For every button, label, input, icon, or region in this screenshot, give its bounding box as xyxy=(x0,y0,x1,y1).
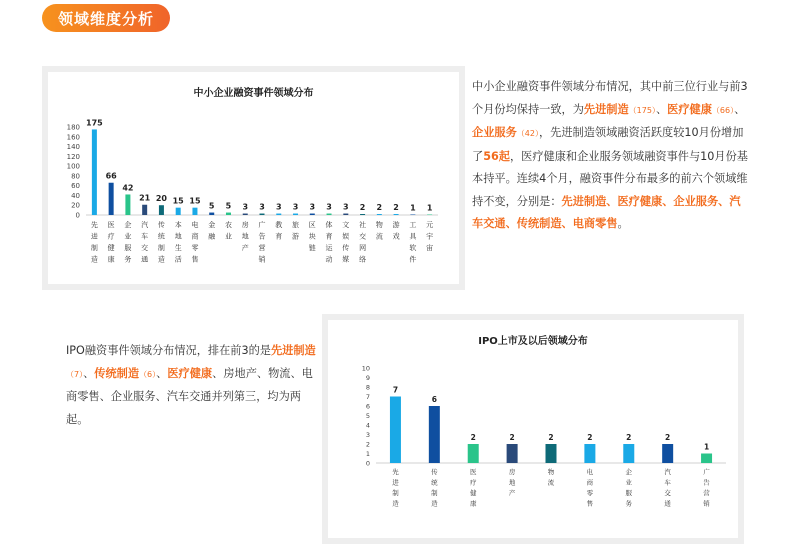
y-tick-label: 100 xyxy=(66,162,80,171)
highlight-text: 先进制造、医疗健康、企业服务、汽车交通、传统制造、电商零售 xyxy=(472,194,741,230)
bar xyxy=(584,444,595,463)
category-label: 汽车交通 xyxy=(141,221,149,264)
bar-value-label: 3 xyxy=(309,202,316,212)
ipo-bar-chart xyxy=(328,320,738,538)
y-tick-label: 5 xyxy=(365,412,370,420)
bar xyxy=(390,397,401,464)
paragraph-text: （42） xyxy=(516,129,539,138)
category-label: 工具软件 xyxy=(409,221,417,264)
category-label: 传统制造 xyxy=(431,468,438,508)
paragraph-text: （175） xyxy=(628,105,656,115)
bar xyxy=(192,208,197,215)
bar xyxy=(176,208,181,215)
y-tick-label: 8 xyxy=(365,383,370,392)
bar xyxy=(125,194,130,215)
category-label: 企业服务 xyxy=(124,221,132,264)
y-tick-label: 2 xyxy=(365,440,370,449)
sme-chart-card xyxy=(48,72,459,284)
category-label: 物流 xyxy=(547,468,555,487)
bar xyxy=(159,205,164,215)
bar-value-label: 1 xyxy=(426,203,433,213)
bar-value-label: 3 xyxy=(275,202,282,212)
y-tick-label: 1 xyxy=(365,450,370,458)
paragraph-text: 、 xyxy=(83,366,95,380)
paragraph-text: ，先进制造领域融资活跃度较10月份增加了 xyxy=(472,126,744,163)
bar-value-label: 2 xyxy=(376,203,383,213)
paragraph-text: （7） xyxy=(66,369,84,379)
bar-value-label: 2 xyxy=(509,433,515,442)
category-label: 物流 xyxy=(375,221,383,241)
paragraph-text: （66） xyxy=(711,105,735,115)
y-tick-label: 60 xyxy=(71,182,80,191)
bar xyxy=(260,214,265,215)
paragraph-text: ，医疗健康和企业服务领域融资事件与10月份基本持平。连续4个月，融资事件分布最多的前六个领域维持不变，分别是： xyxy=(472,149,748,208)
category-label: 本地生活 xyxy=(174,221,182,264)
bar xyxy=(507,444,518,463)
category-label: 电商零售 xyxy=(586,468,594,508)
category-label: 广告营销 xyxy=(258,221,266,264)
y-tick-label: 0 xyxy=(75,211,80,220)
category-label: 教育 xyxy=(275,221,283,241)
paragraph-text: 、 xyxy=(156,366,168,380)
bar-value-label: 3 xyxy=(242,202,249,212)
bar xyxy=(226,213,231,215)
category-label: 先进制造 xyxy=(90,221,98,264)
highlight-text: 先进制造 xyxy=(270,344,316,357)
y-tick-label: 10 xyxy=(361,364,370,373)
bar xyxy=(327,214,332,215)
y-tick-label: 80 xyxy=(71,172,80,181)
bar xyxy=(468,444,479,463)
category-label: 汽车交通 xyxy=(664,468,671,508)
category-label: 金融 xyxy=(208,221,216,241)
paragraph-text: 、 xyxy=(655,102,668,116)
y-tick-label: 140 xyxy=(66,143,80,152)
section-title: 领域维度分析 xyxy=(57,9,154,28)
category-label: 电商零售 xyxy=(191,221,199,264)
category-label: 医疗健康 xyxy=(107,221,115,264)
bar-value-label: 175 xyxy=(86,118,103,128)
bar-value-label: 2 xyxy=(626,433,632,442)
bar-value-label: 3 xyxy=(343,202,349,212)
bar-value-label: 6 xyxy=(431,395,437,404)
y-tick-label: 40 xyxy=(71,191,80,200)
ipo-chart-card xyxy=(328,320,738,538)
bar xyxy=(377,214,382,215)
bar xyxy=(142,205,147,215)
y-tick-label: 120 xyxy=(66,152,80,161)
bar-value-label: 1 xyxy=(410,203,416,213)
highlight-text: 企业服务 xyxy=(472,126,517,139)
bar-value-label: 5 xyxy=(208,201,215,211)
category-label: 房地产 xyxy=(241,221,249,252)
paragraph-text: 、 xyxy=(734,102,746,116)
bar xyxy=(701,454,712,464)
bar xyxy=(310,214,315,215)
bar xyxy=(343,214,348,215)
paragraph-text: （6） xyxy=(139,369,157,379)
bar-value-label: 2 xyxy=(470,433,476,442)
category-label: 游戏 xyxy=(392,221,400,241)
y-tick-label: 7 xyxy=(365,393,370,401)
paragraph-text: 中小企业融资事件领域分布情况，其中前三位行业与前3个月份均保持一致，为 xyxy=(472,80,748,116)
bar xyxy=(209,213,214,215)
y-tick-label: 160 xyxy=(66,133,80,142)
y-tick-label: 9 xyxy=(365,374,370,382)
highlight-text: 先进制造 xyxy=(583,102,629,116)
bar xyxy=(546,444,557,463)
bar-value-label: 2 xyxy=(665,433,671,442)
highlight-text: 医疗健康 xyxy=(167,366,213,380)
bar-value-label: 2 xyxy=(548,433,554,442)
highlight-text: 56起 xyxy=(483,149,510,163)
bar xyxy=(662,444,673,463)
bar-value-label: 5 xyxy=(225,201,232,211)
category-label: 房地产 xyxy=(508,468,516,497)
bar xyxy=(293,214,298,215)
bar xyxy=(394,214,399,215)
bar-value-label: 3 xyxy=(292,202,299,212)
bar-value-label: 15 xyxy=(189,196,201,206)
bar xyxy=(276,214,281,215)
category-label: 区块链 xyxy=(308,221,316,252)
bar-value-label: 20 xyxy=(155,194,167,204)
category-label: 元宇宙 xyxy=(426,221,434,252)
category-label: 传统制造 xyxy=(157,221,165,264)
chart-title: 中小企业融资事件领域分布 xyxy=(193,88,314,99)
y-tick-label: 180 xyxy=(66,123,80,132)
category-label: 社交网络 xyxy=(359,221,367,264)
bar-value-label: 3 xyxy=(326,202,332,212)
y-tick-label: 3 xyxy=(365,431,370,439)
category-label: 文娱传媒 xyxy=(342,221,350,264)
bar-value-label: 2 xyxy=(359,203,366,213)
bar xyxy=(109,183,114,215)
section-title-badge xyxy=(42,4,170,32)
category-label: 旅游 xyxy=(292,221,300,241)
bar xyxy=(92,129,97,215)
bar xyxy=(243,214,248,215)
category-label: 体育运动 xyxy=(325,221,333,264)
bar-value-label: 3 xyxy=(259,202,265,212)
bar-value-label: 1 xyxy=(703,442,710,452)
bar-value-label: 21 xyxy=(139,193,151,203)
category-label: 企业服务 xyxy=(625,468,633,508)
bar xyxy=(429,406,440,463)
category-label: 广告营销 xyxy=(703,468,710,508)
bar-value-label: 42 xyxy=(122,183,134,193)
chart-title: IPO上市及以后领域分布 xyxy=(478,336,588,347)
bar-value-label: 2 xyxy=(587,433,593,442)
paragraph-text: IPO融资事件领域分布情况，排在前3的是 xyxy=(66,344,271,357)
sme-analysis-paragraph xyxy=(472,76,750,236)
y-tick-label: 4 xyxy=(365,421,370,430)
category-label: 医疗健康 xyxy=(469,468,477,508)
bar-value-label: 7 xyxy=(392,385,399,395)
category-label: 农业 xyxy=(224,221,232,241)
ipo-analysis-paragraph xyxy=(66,340,316,431)
y-tick-label: 0 xyxy=(365,459,370,468)
bar-value-label: 2 xyxy=(393,203,399,213)
category-label: 先进制造 xyxy=(392,468,399,508)
paragraph-text: 、房地产、物流、电商零售、企业服务、汽车交通并列第三，均为两起。 xyxy=(66,366,313,426)
bar-value-label: 66 xyxy=(105,171,117,181)
sme-financing-bar-chart xyxy=(48,72,459,284)
highlight-text: 传统制造 xyxy=(94,366,140,380)
paragraph-text: 。 xyxy=(617,217,629,230)
bar xyxy=(623,444,634,463)
y-tick-label: 20 xyxy=(71,201,80,210)
bar-value-label: 15 xyxy=(172,196,184,206)
y-tick-label: 6 xyxy=(365,402,370,411)
bar xyxy=(360,214,365,215)
highlight-text: 医疗健康 xyxy=(667,102,712,116)
